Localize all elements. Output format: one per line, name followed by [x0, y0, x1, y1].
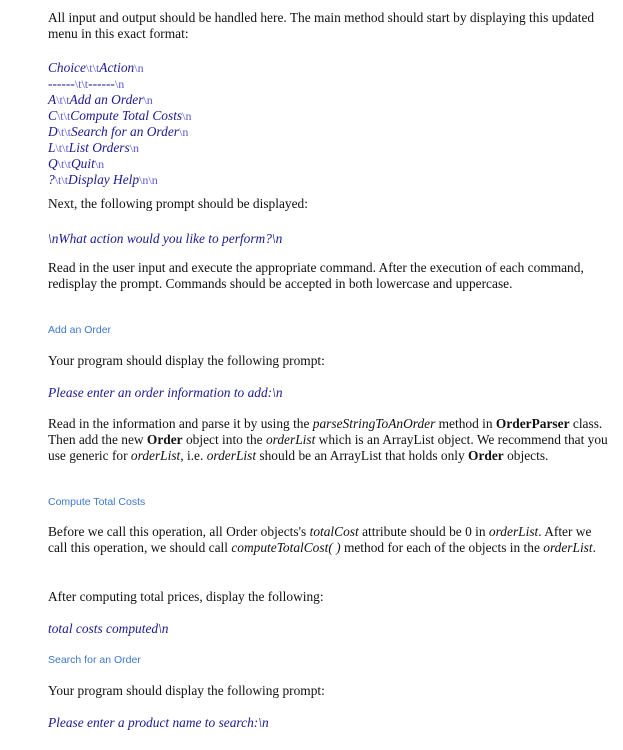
escape-sequence: \t — [54, 173, 62, 187]
menu-format-line — [48, 108, 608, 124]
escape-sequence: \t — [64, 125, 72, 139]
method-name: computeTotalCost( ) — [231, 540, 341, 555]
menu-text: Action — [99, 60, 135, 75]
escape-sequence: \t — [74, 77, 82, 91]
search-order-heading: Search for an Order — [48, 654, 141, 666]
text-run: objects. — [503, 448, 549, 463]
text-run: Read in the information and parse it by using the — [48, 416, 313, 431]
add-order-intro: Your program should display the following prompt: — [48, 353, 325, 368]
escape-sequence: \t — [56, 93, 63, 107]
compute-costs-heading: Compute Total Costs — [48, 496, 146, 508]
variable-name: orderList — [130, 448, 181, 463]
menu-text: L — [48, 140, 56, 155]
menu-text: Quit — [71, 156, 95, 171]
object-name: Order — [468, 448, 504, 463]
menu-text: Display Help — [68, 172, 140, 187]
escape-sequence: \t — [64, 157, 72, 171]
method-name: parseStringToAnOrder — [312, 416, 436, 431]
menu-format-line — [48, 156, 608, 172]
menu-format-line — [48, 92, 608, 108]
menu-text: Compute Total Costs — [70, 108, 183, 123]
text-run: should be an ArrayList that holds only — [256, 448, 469, 463]
escape-sequence: \t — [61, 173, 69, 187]
variable-name: orderList — [543, 540, 593, 555]
escape-sequence: \t — [55, 141, 63, 155]
menu-text: ------ — [88, 76, 115, 91]
menu-text: C — [48, 108, 57, 123]
escape-sequence: \n — [94, 157, 105, 171]
next-prompt-intro: Next, the following prompt should be displayed: — [48, 196, 308, 211]
escape-sequence: \t — [57, 157, 65, 171]
menu-format-line — [48, 140, 608, 156]
text-run: . — [592, 540, 596, 555]
escape-sequence: \t — [85, 61, 93, 75]
text-run: class. Then add the new — [48, 416, 603, 447]
menu-text: ? — [48, 172, 55, 187]
read-input-paragraph: Read in the user input and execute the appropriate command. After the execution of each command, redisplay the prompt. Commands should be accepted in both lowercase and uppercase. — [48, 260, 584, 291]
escape-sequence: \n — [114, 77, 125, 91]
class-name: OrderParser — [495, 416, 570, 431]
menu-format-line — [48, 172, 608, 188]
compute-costs-paragraph — [48, 524, 608, 556]
escape-sequence: \t — [62, 141, 69, 155]
menu-text: ------ — [48, 76, 75, 91]
menu-format-line — [48, 124, 608, 140]
menu-text: Search for an Order — [71, 124, 179, 139]
escape-sequence: \n — [179, 125, 189, 139]
search-order-intro: Your program should display the following prompt: — [48, 683, 325, 698]
escape-sequence: \n — [134, 61, 144, 75]
menu-text: List Orders — [68, 140, 130, 155]
text-run: . After we call this operation, we should call — [48, 524, 592, 555]
text-run: , i.e. — [180, 448, 207, 463]
text-run: method for each of the objects in the — [340, 540, 544, 555]
text-run: Before we call this operation, all Order objects's — [48, 524, 310, 539]
escape-sequence: \t — [63, 109, 71, 123]
variable-name: orderList — [206, 448, 257, 463]
menu-text: Add an Order — [69, 92, 144, 107]
intro-paragraph: All input and output should be handled here. The main method should start by displaying this updated menu in this exact format: — [48, 10, 595, 41]
add-order-paragraph — [48, 416, 608, 464]
search-order-prompt: Please enter a product name to search:\n — [48, 715, 269, 730]
text-run: which is an ArrayList object. We recommend that you use generic for — [48, 432, 608, 463]
add-order-prompt: Please enter an order information to add:\n — [48, 385, 283, 400]
attribute-name: totalCost — [309, 524, 359, 539]
escape-sequence: \t — [81, 77, 89, 91]
add-order-heading: Add an Order — [48, 324, 112, 336]
variable-name: orderList — [265, 432, 316, 447]
menu-format-block — [48, 60, 608, 188]
action-prompt: \nWhat action would you like to perform?\n — [48, 231, 283, 246]
compute-output-text: total costs computed\n — [48, 621, 169, 636]
menu-text: Q — [48, 156, 58, 171]
escape-sequence: \n\n — [139, 173, 158, 187]
escape-sequence: \t — [57, 125, 65, 139]
text-run: method in — [435, 416, 496, 431]
menu-format-line — [48, 60, 608, 76]
menu-text: D — [48, 124, 58, 139]
text-run: attribute should be 0 in — [358, 524, 489, 539]
menu-text: Choice — [48, 60, 86, 75]
text-run: object into the — [182, 432, 266, 447]
compute-after-text: After computing total prices, display the following: — [48, 589, 324, 604]
escape-sequence: \t — [92, 61, 100, 75]
escape-sequence: \t — [56, 109, 64, 123]
object-name: Order — [146, 432, 183, 447]
escape-sequence: \t — [62, 93, 70, 107]
menu-format-line — [48, 76, 608, 92]
escape-sequence: \n — [182, 109, 192, 123]
escape-sequence: \n — [129, 141, 140, 155]
escape-sequence: \n — [143, 93, 153, 107]
variable-name: orderList — [488, 524, 539, 539]
menu-text: A — [48, 92, 57, 107]
